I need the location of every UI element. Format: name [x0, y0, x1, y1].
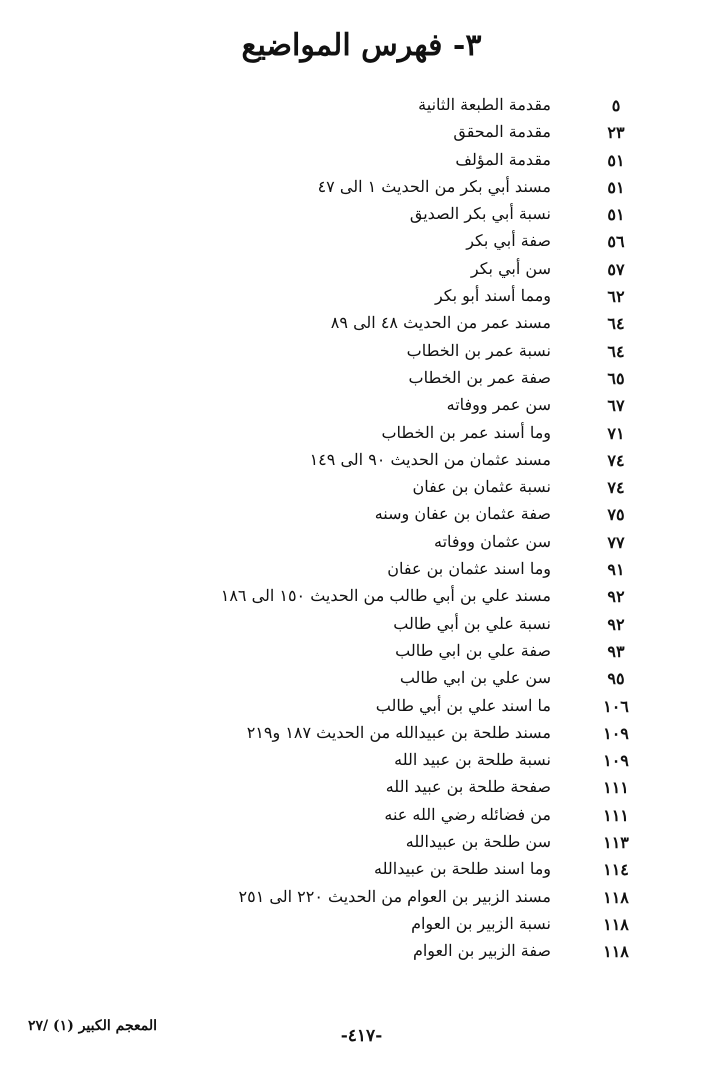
- toc-entry: [0, 804, 723, 831]
- toc-page-number: ١١٨: [603, 914, 629, 934]
- toc-entry: [0, 585, 723, 612]
- toc-page-number: ٥٧: [607, 259, 625, 279]
- toc-page-number: ٧٥: [607, 505, 625, 525]
- toc-page-number: ٦٥: [607, 368, 625, 388]
- toc-topic: ما اسند علي بن أبي طالب: [375, 695, 551, 715]
- toc-entry: [0, 667, 723, 694]
- toc-topic: نسبة عثمان بن عفان: [412, 477, 551, 497]
- toc-page-number: ٦٤: [607, 341, 625, 361]
- toc-entry: [0, 886, 723, 913]
- toc-topic: مسند عثمان من الحديث ٩٠ الى ١٤٩: [309, 449, 551, 469]
- toc-topic: نسبة طلحة بن عبيد الله: [394, 750, 551, 770]
- toc-topic: نسبة عمر بن الخطاب: [406, 340, 551, 360]
- toc-page-number: ٩٥: [607, 669, 625, 689]
- toc-topic: مقدمة المحقق: [453, 122, 551, 142]
- toc-entry: [0, 94, 723, 121]
- toc-topic: مقدمة الطبعة الثانية: [418, 95, 551, 114]
- page-title: ٣- فهرس المواضيع: [241, 28, 482, 63]
- toc-entry: [0, 831, 723, 858]
- toc-topic: وما أسند عمر بن الخطاب: [381, 422, 551, 442]
- toc-page-number: ٩٢: [607, 587, 625, 607]
- toc-page-number: ٦٧: [607, 396, 625, 416]
- toc-entry: [0, 503, 723, 530]
- toc-entry: [0, 531, 723, 558]
- toc-page-number: ٦٢: [607, 287, 625, 307]
- book-reference: المعجم الكبير (١) /٢٧: [28, 1018, 157, 1034]
- toc-entry: [0, 121, 723, 148]
- toc-page-number: ٢٣: [607, 123, 625, 143]
- toc-entry: [0, 613, 723, 640]
- toc-entry: [0, 203, 723, 230]
- toc-topic: مسند أبي بكر من الحديث ١ الى ٤٧: [317, 176, 551, 196]
- toc-entry: [0, 258, 723, 285]
- toc-page-number: ٩٣: [607, 641, 625, 661]
- toc-page-number: ٧١: [607, 423, 625, 443]
- page-number: -٤١٧-: [340, 1026, 383, 1046]
- toc-entry: [0, 776, 723, 803]
- toc-entry: [0, 640, 723, 667]
- toc-entry: [0, 394, 723, 421]
- toc-topic: سن طلحة بن عبيدالله: [405, 832, 551, 852]
- toc-topic: وما اسند طلحة بن عبيدالله: [374, 859, 551, 879]
- toc-topic: نسبة الزبير بن العوام: [411, 913, 551, 933]
- toc-topic: سن علي بن ابي طالب: [399, 668, 551, 688]
- toc-page-number: ٧٤: [607, 450, 625, 470]
- toc-entry: [0, 913, 723, 940]
- toc-topic: صفحة طلحة بن عبيد الله: [385, 777, 551, 797]
- toc-page-number: ١١٣: [603, 833, 629, 853]
- toc-entry: [0, 695, 723, 722]
- toc-page-number: ٩١: [607, 560, 625, 580]
- toc-page-number: ١٠٦: [603, 696, 629, 716]
- toc-topic: نسبة علي بن أبي طالب: [393, 613, 551, 633]
- toc-page-number: ١١٨: [603, 887, 629, 907]
- toc-topic: ومما أسند أبو بكر: [434, 286, 551, 306]
- toc-entry: [0, 312, 723, 339]
- toc-entry: [0, 422, 723, 449]
- toc-page-number: ٧٤: [607, 478, 625, 498]
- toc-topic: صفة علي بن ابي طالب: [395, 640, 551, 660]
- toc-page-number: ٥١: [607, 205, 625, 225]
- toc-page-number: ٦٤: [607, 314, 625, 334]
- toc-entry: [0, 449, 723, 476]
- toc-page-number: ١١١: [603, 805, 629, 825]
- toc-entry: [0, 367, 723, 394]
- toc-topic: صفة عثمان بن عفان وسنه: [374, 504, 551, 524]
- toc-page-number: ١١١: [603, 778, 629, 798]
- toc-page-number: ٥١: [607, 177, 625, 197]
- toc-topic: سن عمر ووفاته: [446, 395, 551, 415]
- toc-topic: مسند عمر من الحديث ٤٨ الى ٨٩: [330, 313, 551, 333]
- toc-topic: مقدمة المؤلف: [455, 149, 551, 169]
- toc-entry: [0, 940, 723, 967]
- toc-entry: [0, 476, 723, 503]
- toc-topic: صفة الزبير بن العوام: [412, 941, 551, 961]
- toc-page-number: ٥١: [607, 150, 625, 170]
- toc-page-number: ١١٨: [603, 942, 629, 962]
- toc-entry: [0, 285, 723, 312]
- toc-entry: [0, 176, 723, 203]
- toc-topic: نسبة أبي بكر الصديق: [409, 204, 551, 224]
- toc-topic: سن عثمان ووفاته: [433, 531, 551, 551]
- toc-topic: صفة عمر بن الخطاب: [408, 367, 551, 387]
- toc-page-number: ٧٧: [607, 532, 625, 552]
- toc-topic: مسند طلحة بن عبيدالله من الحديث ١٨٧ و٢١٩: [246, 722, 551, 742]
- toc-entry: [0, 340, 723, 367]
- toc-entry: [0, 858, 723, 885]
- toc-page-number: ١٠٩: [603, 751, 629, 771]
- toc-entry: [0, 230, 723, 257]
- table-of-contents: [0, 94, 723, 968]
- toc-page-number: ٥: [611, 96, 621, 115]
- toc-entry: [0, 722, 723, 749]
- toc-page-number: ١١٤: [603, 860, 629, 880]
- toc-topic: صفة أبي بكر: [466, 231, 551, 251]
- toc-topic: مسند علي بن أبي طالب من الحديث ١٥٠ الى ١٨٦: [220, 586, 551, 606]
- toc-page-number: ٥٦: [607, 232, 625, 252]
- toc-entry: [0, 749, 723, 776]
- toc-topic: سن أبي بكر: [470, 258, 551, 278]
- toc-topic: من فضائله رضي الله عنه: [384, 804, 551, 824]
- toc-entry: [0, 558, 723, 585]
- toc-topic: مسند الزبير بن العوام من الحديث ٢٢٠ الى ٢٥١: [238, 886, 551, 906]
- toc-page-number: ٩٢: [607, 614, 625, 634]
- toc-entry: [0, 149, 723, 176]
- toc-topic: وما اسند عثمان بن عفان: [387, 559, 551, 579]
- toc-page-number: ١٠٩: [603, 723, 629, 743]
